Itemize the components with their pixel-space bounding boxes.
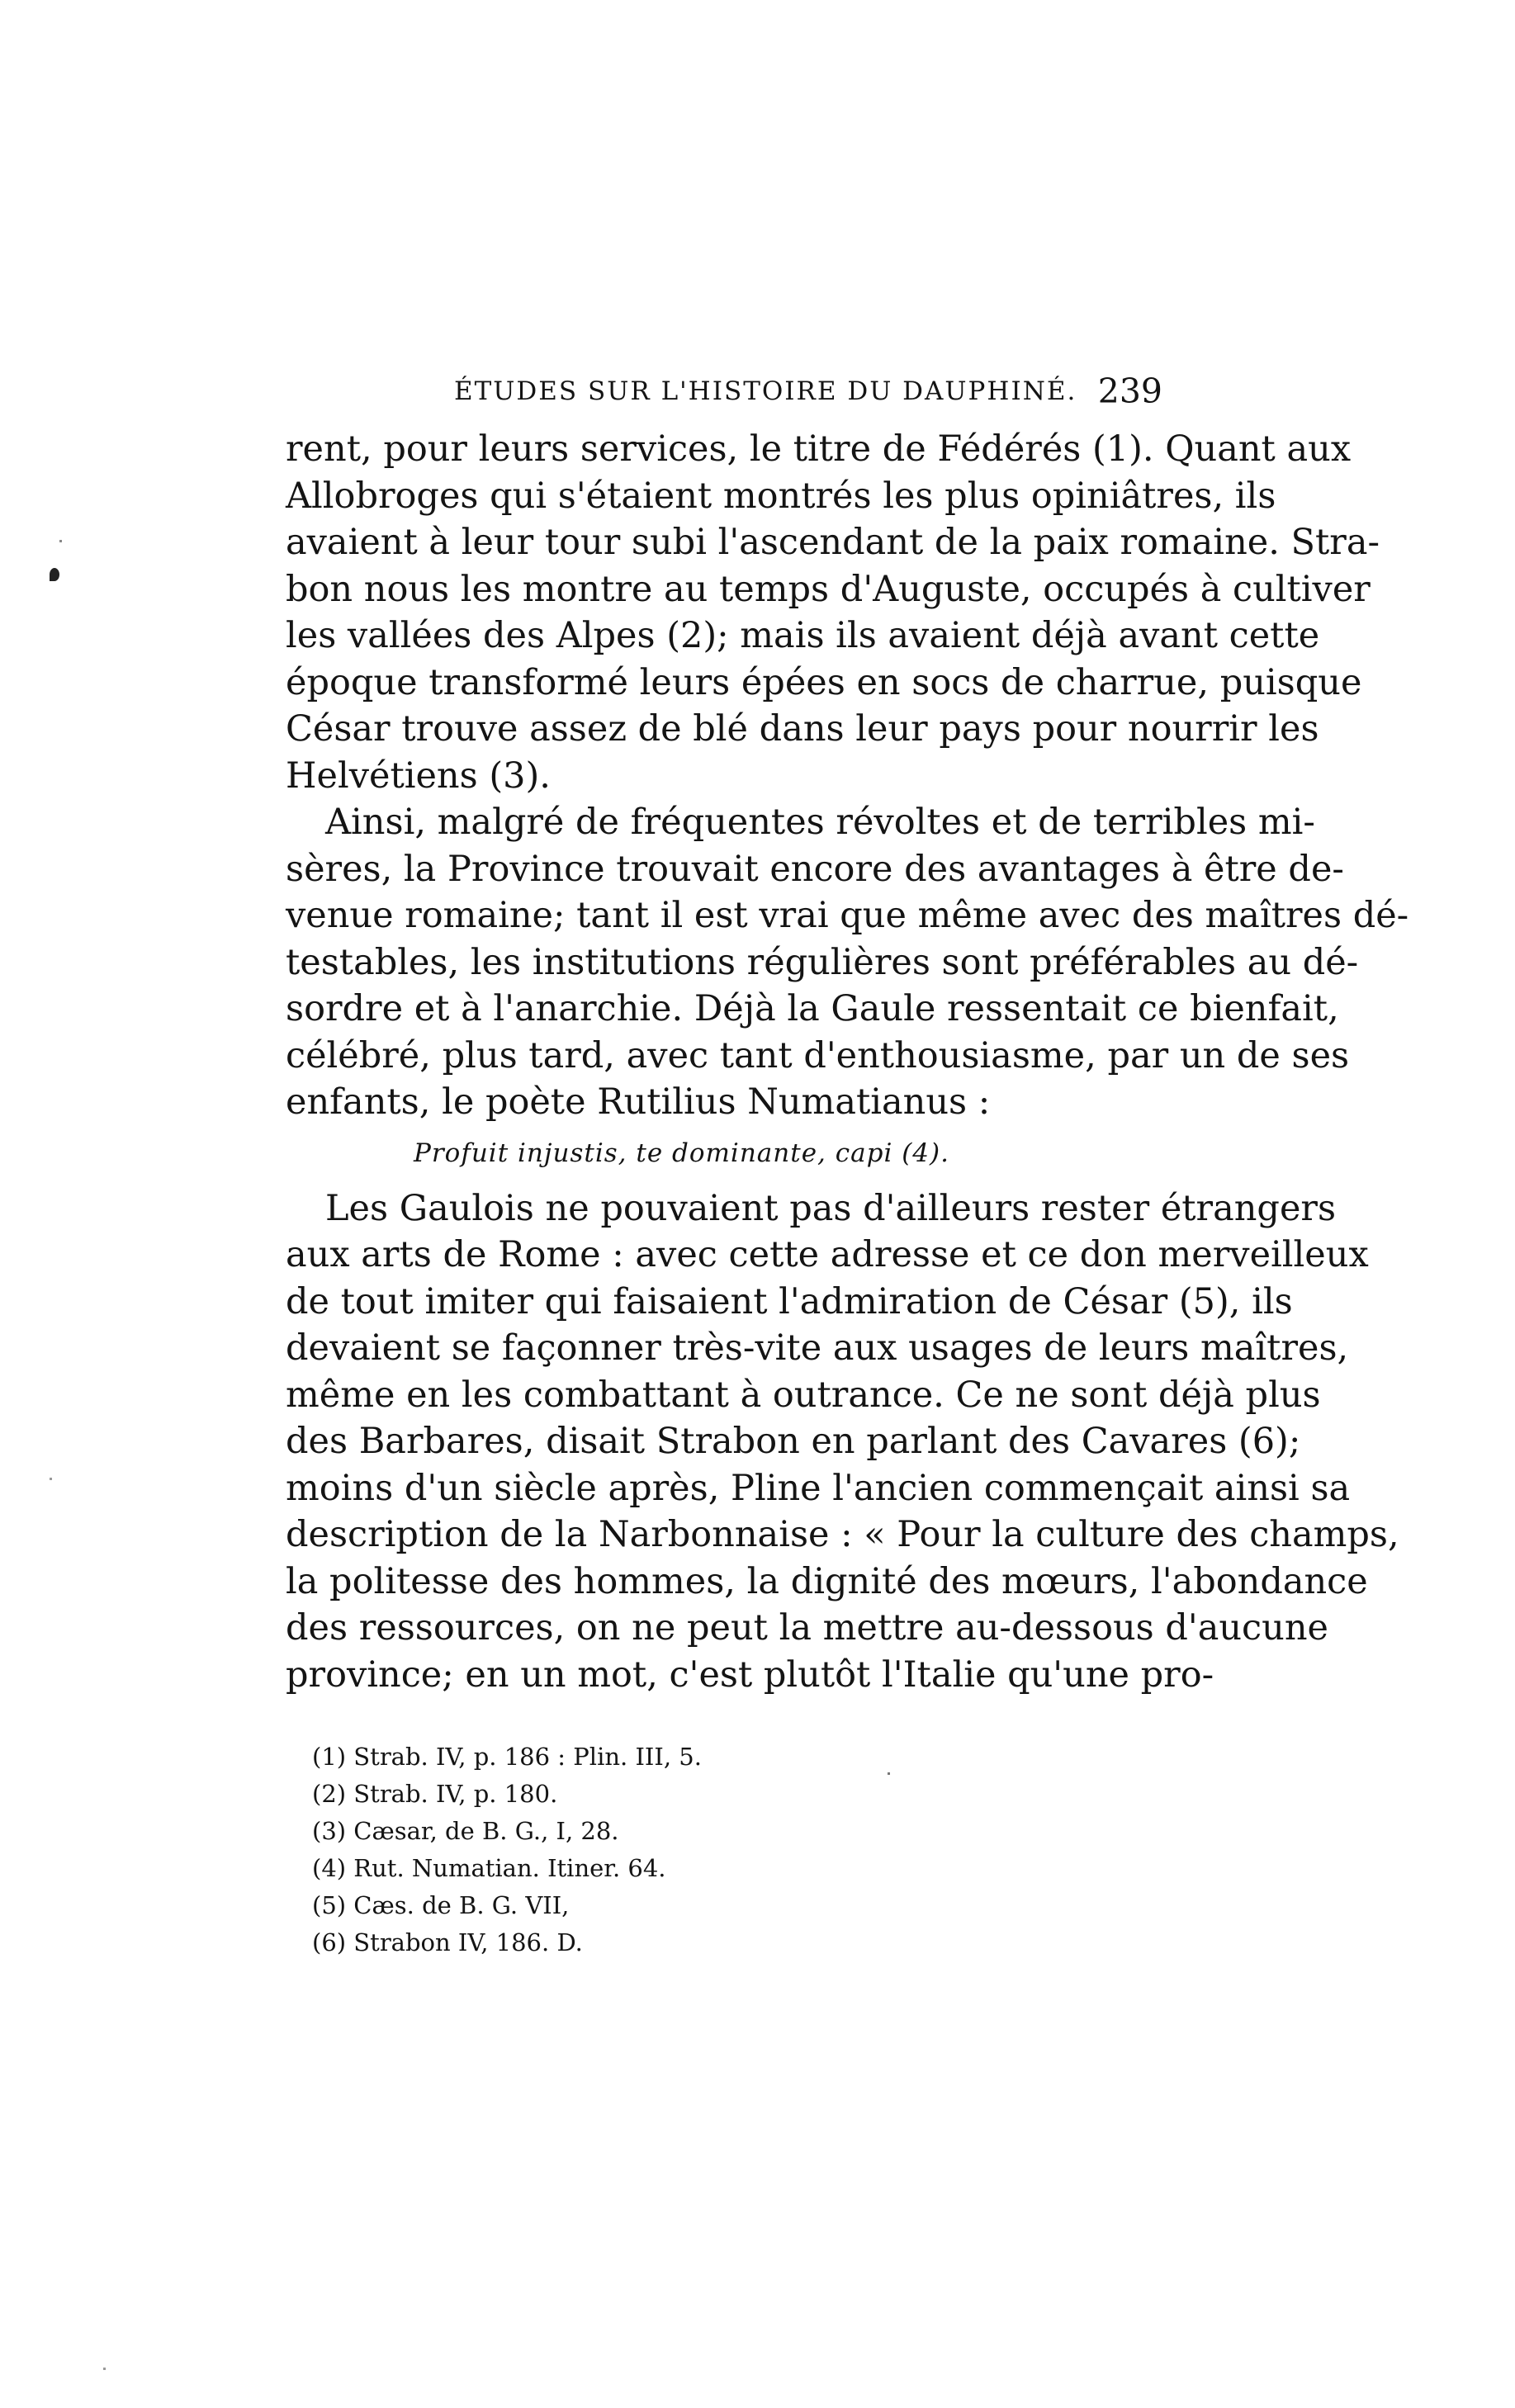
text-line: de tout imiter qui faisaient l'admiration de César (5), ils [286, 1280, 1293, 1322]
footnote-4: (4) Rut. Numatian. Itiner. 64. [312, 1854, 666, 1882]
ink-blot-mark [50, 568, 59, 581]
paper-speck [50, 1478, 52, 1480]
text-line: venue romaine; tant il est vrai que même avec des maîtres dé- [286, 895, 1409, 936]
text-line: rent, pour leurs services, le titre de Fédérés (1). Quant aux [286, 428, 1352, 470]
text-line: Ainsi, malgré de fréquentes révoltes et de terribles mi- [325, 802, 1315, 843]
footnotes [312, 1739, 840, 1961]
text-line: province; en un mot, c'est plutôt l'Italie qu'une pro- [286, 1653, 1214, 1696]
body-text [286, 426, 1409, 1698]
text-line: description de la Narbonnaise : « Pour la culture des champs, [286, 1514, 1399, 1555]
text-line: célébré, plus tard, avec tant d'enthousiasme, par un de ses [286, 1034, 1350, 1076]
text-line: aux arts de Rome : avec cette adresse et ce don merveilleux [286, 1234, 1369, 1275]
text-line: Allobroges qui s'étaient montrés les plus opiniâtres, ils [286, 475, 1276, 517]
text-line: Les Gaulois ne pouvaient pas d'ailleurs rester étrangers [325, 1187, 1337, 1229]
text-line: bon nous les montre au temps d'Auguste, occupés à cultiver [286, 568, 1371, 610]
footnote-6: (6) Strabon IV, 186. D. [312, 1928, 583, 1956]
text-line: sordre et à l'anarchie. Déjà la Gaule ressentait ce bienfait, [286, 988, 1339, 1029]
paper-speck [59, 540, 62, 542]
paper-speck [103, 2368, 106, 2370]
latin-quote: Profuit injustis, te dominante, capi (4). [414, 1138, 949, 1168]
footnote-3: (3) Cæsar, de B. G., I, 28. [312, 1817, 619, 1845]
footnote-5: (5) Cæs. de B. G. VII, [312, 1891, 570, 1919]
text-line: testables, les institutions régulières sont préférables au dé- [286, 941, 1359, 983]
paper-speck [888, 1772, 890, 1775]
footnote-2: (2) Strab. IV, p. 180. [312, 1780, 558, 1808]
text-line: les vallées des Alpes (2); mais ils avaient déjà avant cette [286, 615, 1320, 656]
text-line: des ressources, on ne peut la mettre au-dessous d'aucune [286, 1607, 1328, 1649]
footnote-1: (1) Strab. IV, p. 186 : Plin. III, 5. [312, 1743, 702, 1771]
text-line: César trouve assez de blé dans leur pays pour nourrir les [286, 708, 1319, 750]
text-line: enfants, le poète Rutilius Numatianus : [286, 1081, 991, 1123]
text-line: Helvétiens (3). [286, 755, 551, 797]
text-line: époque transformé leurs épées en socs de charrue, puisque [286, 661, 1362, 703]
running-head [289, 370, 1162, 419]
page-number: 239 [1097, 371, 1162, 411]
text-line: devaient se façonner très-vite aux usages de leurs maîtres, [286, 1327, 1349, 1369]
text-line: même en les combattant à outrance. Ce ne sont déjà plus [286, 1374, 1321, 1416]
text-line: des Barbares, disait Strabon en parlant des Cavares (6); [286, 1421, 1301, 1462]
text-line: la politesse des hommes, la dignité des mœurs, l'abondance [286, 1560, 1368, 1602]
text-line: avaient à leur tour subi l'ascendant de la paix romaine. Stra- [286, 522, 1380, 563]
text-line: sères, la Province trouvait encore des avantages à être de- [286, 848, 1344, 890]
text-line: moins d'un siècle après, Pline l'ancien commençait ainsi sa [286, 1467, 1351, 1509]
running-title: ÉTUDES SUR L'HISTOIRE DU DAUPHINÉ. [454, 376, 1077, 406]
